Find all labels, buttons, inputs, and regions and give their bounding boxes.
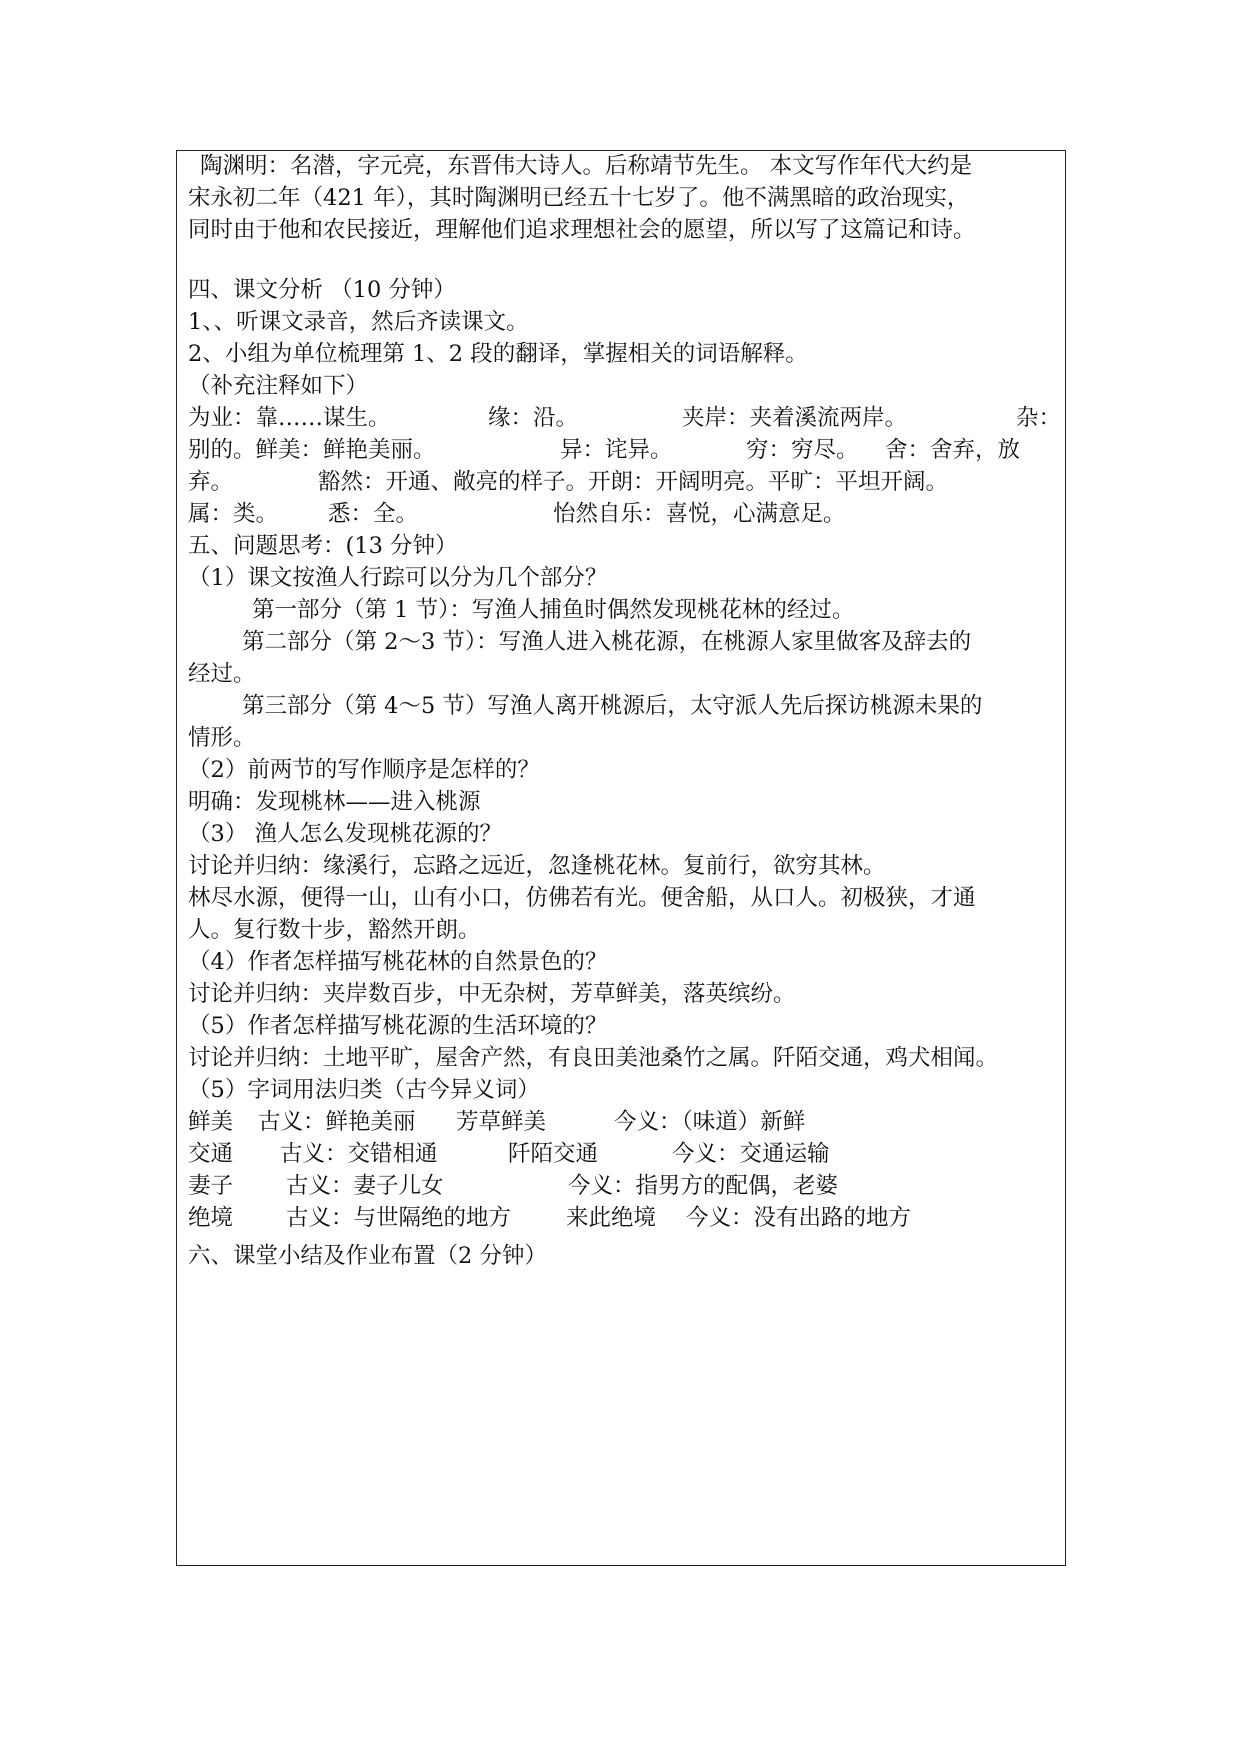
- section-4-heading: 四、课文分析 （10 分钟）: [188, 277, 456, 303]
- word-row: [188, 1138, 1058, 1170]
- gloss-row: [188, 434, 1058, 466]
- question: （4）作者怎样描写桃花林的自然景色的？: [188, 949, 608, 975]
- question: （5）字词用法归类（古今异义词）: [188, 1077, 540, 1103]
- gloss-item: 异：诧异。: [560, 437, 673, 463]
- question: （3） 渔人怎么发现桃花源的？: [188, 821, 502, 847]
- gloss-row: [188, 402, 1062, 434]
- gloss-item: 悉：全。: [328, 501, 419, 527]
- word: 绝境: [188, 1205, 234, 1231]
- answer-line: 第一部分（第 1 节）：写渔人捕鱼时偶然发现桃花林的经过。: [252, 597, 855, 623]
- word-row: [188, 1202, 1058, 1234]
- intro-line: 陶渊明：名潜，字元亮，东晋伟大诗人。后称靖节先生。 本文写作年代大约是: [200, 153, 973, 179]
- modern-meaning: 今义：（味道）新鲜: [614, 1109, 806, 1135]
- intro-line: 同时由于他和农民接近，理解他们追求理想社会的愿望，所以写了这篇记和诗。: [188, 217, 976, 243]
- modern-meaning: 今义：没有出路的地方: [686, 1205, 912, 1231]
- gloss-item: 弃。: [188, 469, 234, 495]
- answer-line: 讨论并归纳：缘溪行，忘路之远近，忽逢桃花林。复前行，欲穷其林。: [188, 853, 886, 879]
- word-row: [188, 1170, 1058, 1202]
- section-4-step: 2、小组为单位梳理第 1、2 段的翻译，掌握相关的词语解释。: [188, 341, 808, 367]
- answer-line: 讨论并归纳：土地平旷，屋舍产然，有良田美池桑竹之属。阡陌交通，鸡犬相闻。: [188, 1045, 999, 1071]
- word-row: [188, 1106, 1058, 1138]
- gloss-row: [188, 466, 1058, 498]
- answer-line: 人。复行数十步，豁然开朗。: [188, 917, 481, 943]
- answer-line: 第三部分（第 4～5 节）写渔人离开桃源后，太守派人先后探访桃源未果的: [242, 693, 983, 719]
- ancient-meaning: 古义：交错相通: [280, 1141, 438, 1167]
- answer-line: 讨论并归纳：夹岸数百步，中无杂树，芳草鲜美，落英缤纷。: [188, 981, 796, 1007]
- gloss-item: 为业：靠……谋生。: [188, 405, 391, 431]
- annotation-note: （补充注释如下）: [188, 373, 369, 399]
- gloss-item: 缘：沿。: [488, 405, 579, 431]
- section-6-heading: 六、课堂小结及作业布置（2 分钟）: [188, 1243, 547, 1269]
- example: 来此绝境: [566, 1205, 657, 1231]
- question: （5）作者怎样描写桃花源的生活环境的？: [188, 1013, 608, 1039]
- word: 交通: [188, 1141, 234, 1167]
- section-4-step: 1、、听课文录音，然后齐读课文。: [188, 309, 529, 335]
- gloss-item: 穷：穷尽。: [746, 437, 859, 463]
- answer-line: 情形。: [188, 725, 256, 751]
- modern-meaning: 今义：交通运输: [672, 1141, 830, 1167]
- gloss-item: 怡然自乐：喜悦，心满意足。: [553, 501, 846, 527]
- gloss-item: 夹岸：夹着溪流两岸。: [682, 405, 908, 431]
- answer-line: 第二部分（第 2～3 节）：写渔人进入桃花源，在桃源人家里做客及辞去的: [242, 629, 972, 655]
- gloss-item: 杂：: [1016, 405, 1062, 431]
- ancient-meaning: 古义：鲜艳美丽: [258, 1109, 416, 1135]
- gloss-item: 别的。鲜美：鲜艳美丽。: [188, 437, 436, 463]
- word: 妻子: [188, 1173, 234, 1199]
- ancient-meaning: 古义：妻子儿女: [286, 1173, 444, 1199]
- example: 阡陌交通: [508, 1141, 599, 1167]
- gloss-item: 豁然：开通、敞亮的样子。开朗：开阔明亮。平旷：平坦开阔。: [318, 469, 949, 495]
- word: 鲜美: [188, 1109, 234, 1135]
- gloss-item: 舍：舍弃，放: [885, 437, 1021, 463]
- question: （2）前两节的写作顺序是怎样的？: [188, 757, 540, 783]
- answer-line: 明确：发现桃林——进入桃源: [188, 789, 481, 815]
- intro-line: 宋永初二年（421 年），其时陶渊明已经五十七岁了。他不满黑暗的政治现实，: [188, 185, 970, 211]
- ancient-meaning: 古义：与世隔绝的地方: [286, 1205, 512, 1231]
- answer-line: 林尽水源，便得一山，山有小口，仿佛若有光。便舍船，从口人。初极狭，才通: [188, 885, 976, 911]
- section-5-heading: 五、问题思考：(13 分钟）: [188, 533, 458, 559]
- answer-line: 经过。: [188, 661, 256, 687]
- lesson-plan-content: [188, 150, 1062, 1272]
- gloss-row: [188, 498, 1058, 530]
- question: （1）课文按渔人行踪可以分为几个部分？: [188, 565, 608, 591]
- example: 芳草鲜美: [456, 1109, 547, 1135]
- modern-meaning: 今义：指男方的配偶，老婆: [568, 1173, 839, 1199]
- gloss-item: 属：类。: [188, 501, 279, 527]
